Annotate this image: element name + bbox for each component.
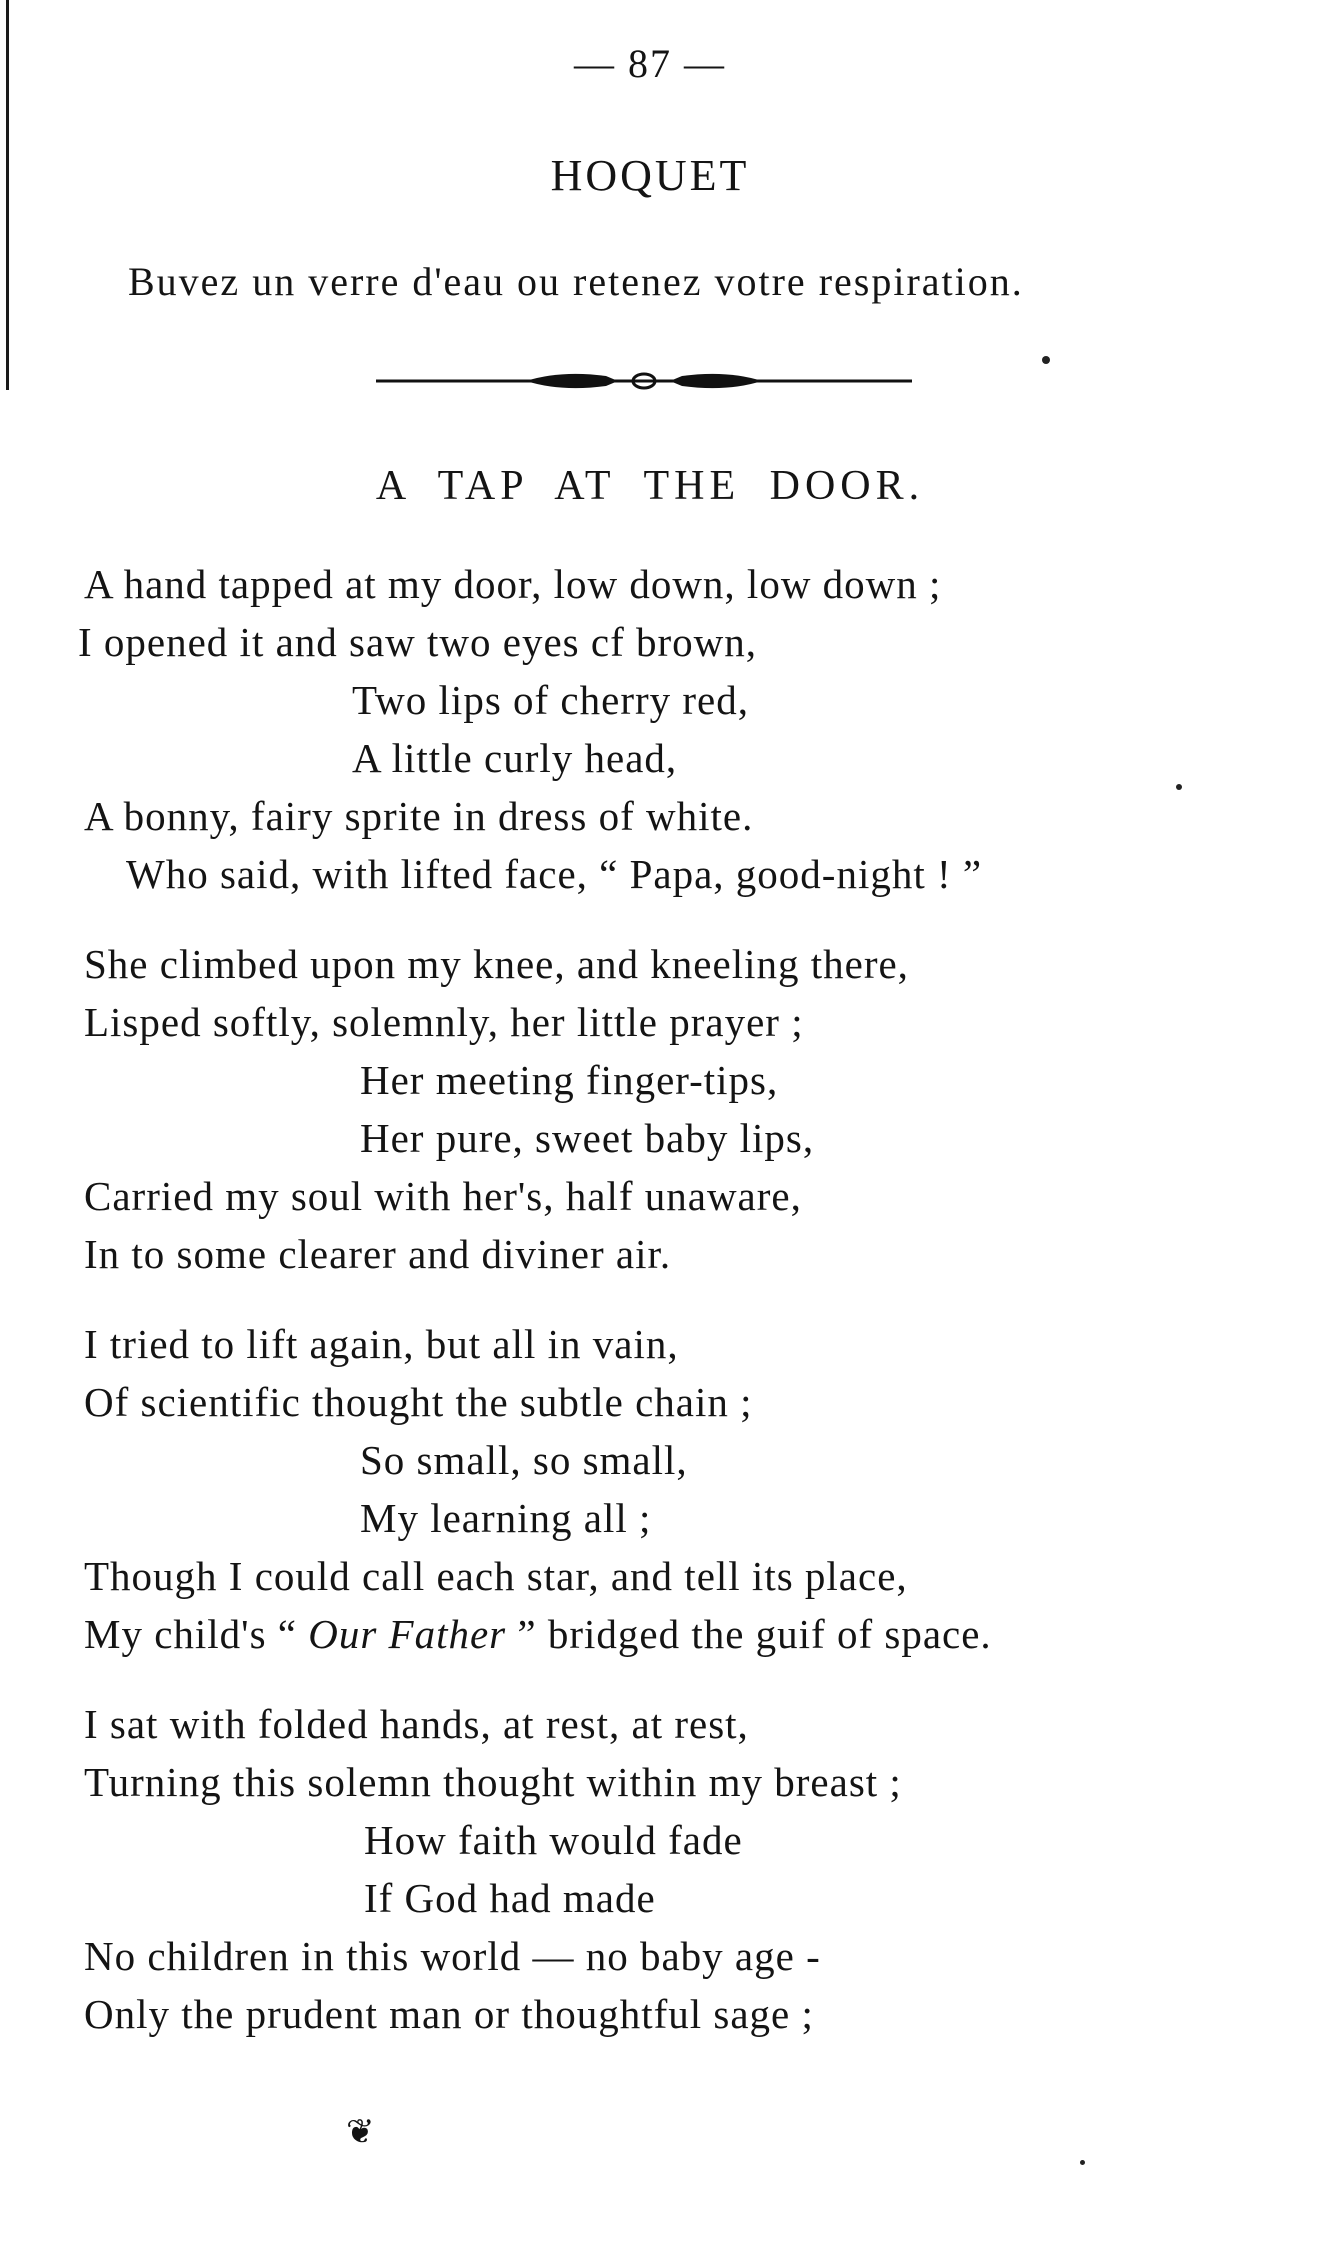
italic-phrase: Our Father xyxy=(308,1611,507,1657)
poem-line: I opened it and saw two eyes cf brown, xyxy=(78,619,758,665)
poem-line: She climbed upon my knee, and kneeling there, xyxy=(84,941,909,987)
poem-line: Lisped softly, solemnly, her little prayer ; xyxy=(84,999,804,1045)
poem-line: I tried to lift again, but all in vain, xyxy=(84,1321,679,1367)
stray-dot-mark xyxy=(1080,2160,1085,2165)
poem-line: A hand tapped at my door, low down, low down ; xyxy=(84,561,942,607)
stray-dot-mark xyxy=(1176,784,1182,790)
poem-line: Turning this solemn thought within my breast ; xyxy=(84,1759,902,1805)
poem-line: A little curly head, xyxy=(352,735,678,781)
poem-line: I sat with folded hands, at rest, at rest, xyxy=(84,1701,749,1747)
page-number: — 87 — xyxy=(574,41,726,86)
stray-dot-mark xyxy=(1042,356,1050,364)
ornamental-divider xyxy=(376,366,912,396)
poem-line: Of scientific thought the subtle chain ; xyxy=(84,1379,753,1425)
poem-line: If God had made xyxy=(364,1875,656,1921)
poem-title: A TAP AT THE DOOR. xyxy=(375,463,925,509)
poem-line: How faith would fade xyxy=(364,1817,743,1863)
poem-line-start: My child's “ xyxy=(84,1611,309,1657)
poem-line: Two lips of cherry red, xyxy=(352,677,749,723)
poem-line: Her pure, sweet baby lips, xyxy=(360,1115,815,1161)
poem-line: Though I could call each star, and tell its place, xyxy=(84,1553,908,1599)
poem-line xyxy=(84,1611,992,1657)
poem-line: Only the prudent man or thoughtful sage ; xyxy=(84,1991,814,2037)
poem-line: A bonny, fairy sprite in dress of white. xyxy=(84,793,754,839)
poem-line: Her meeting finger-tips, xyxy=(360,1057,779,1103)
poem-line: So small, so small, xyxy=(360,1437,688,1483)
poem-line: My learning all ; xyxy=(360,1495,652,1541)
poem-line: No children in this world — no baby age - xyxy=(84,1933,821,1979)
poem-line: Carried my soul with her's, half unaware, xyxy=(84,1173,802,1219)
remedy-text: Buvez un verre d'eau ou retenez votre respiration. xyxy=(128,259,1024,304)
flourish-ornament: ❦ xyxy=(346,2114,375,2151)
poem-line-end: ” bridged the guif of space. xyxy=(506,1611,992,1657)
poem-line: In to some clearer and diviner air. xyxy=(84,1231,672,1277)
section-title: HOQUET xyxy=(550,151,750,200)
poem-line: Who said, with lifted face, “ Papa, good-night ! ” xyxy=(126,851,983,897)
